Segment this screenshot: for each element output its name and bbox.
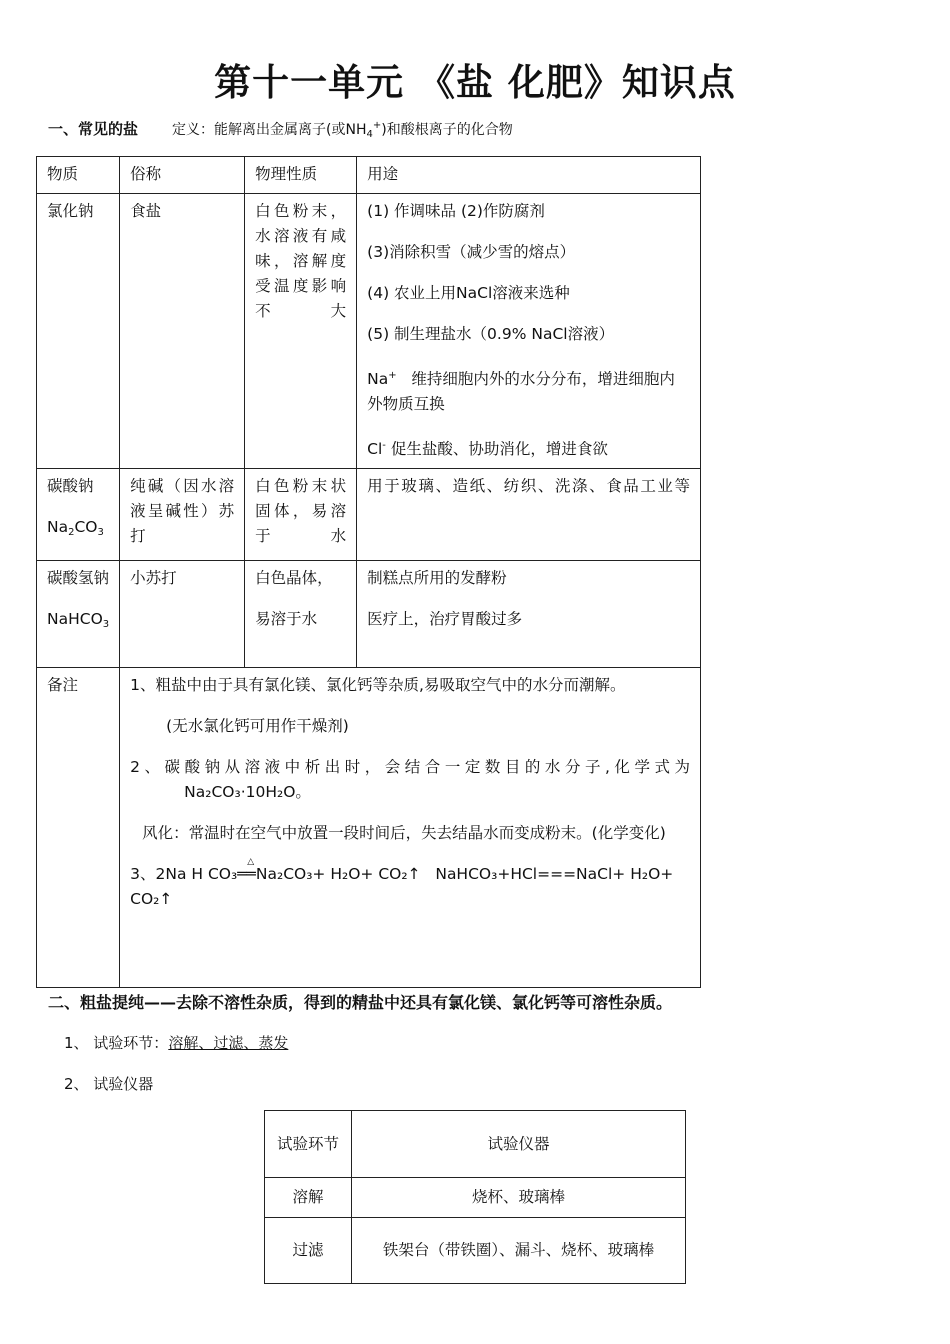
cell-nacl-physical: 白色粉末，水溶液有咸味，溶解度受温度影响不大 xyxy=(245,194,357,469)
cell-nahco3-name: 碳酸氢钠 NaHCO$_3$ xyxy=(37,561,120,668)
nacl-use-3: (4) 农业上用NaCl溶液来选种 xyxy=(367,284,570,302)
table-row-na2co3 xyxy=(37,469,701,561)
note-3-equations: 3、2Na H CO₃ △ ══Na₂CO₃+ H₂O+ CO₂↑ NaHCO₃+HCl===NaCl+ H₂O+ CO₂↑ xyxy=(130,857,674,908)
instruments-table xyxy=(264,1110,686,1284)
section-1-header xyxy=(48,118,513,140)
cell-na2co3-common: 纯碱（因水溶液呈碱性）苏打 xyxy=(120,469,245,561)
cell-na2co3-uses: 用于玻璃、造纸、纺织、洗涤、食品工业等 xyxy=(357,469,701,561)
heat-equals-sign: △ ══ xyxy=(237,857,256,883)
note-1b: (无水氯化钙可用作干燥剂) xyxy=(166,717,349,735)
cell-step: 溶解 xyxy=(265,1178,352,1218)
cell-nahco3-common: 小苏打 xyxy=(120,561,245,668)
header-instruments: 试验仪器 xyxy=(352,1111,686,1178)
cell-nahco3-physical: 白色晶体， 易溶于水 xyxy=(245,561,357,668)
table-row-notes xyxy=(37,668,701,988)
table-row xyxy=(265,1218,686,1284)
cell-na2co3-physical: 白色粉末状固体，易溶于水 xyxy=(245,469,357,561)
cell-notes-label: 备注 xyxy=(37,668,120,988)
nacl-use-1: (1) 作调味品 (2)作防腐剂 xyxy=(367,202,545,220)
note-2: 2、碳酸钠从溶液中析出时，会结合一定数目的水分子,化学式为 Na₂CO₃·10H₂O。 xyxy=(130,758,690,801)
step-1-value: 溶解、过滤、蒸发 xyxy=(168,1034,289,1052)
header-physical-properties: 物理性质 xyxy=(245,157,357,194)
cell-nahco3-uses: 制糕点所用的发酵粉 医疗上，治疗胃酸过多 xyxy=(357,561,701,668)
note-2b: 风化：常温时在空气中放置一段时间后，失去结晶水而变成粉末。(化学变化) xyxy=(142,824,666,842)
nahco3-formula: NaHCO$_3$ xyxy=(47,610,110,630)
cell-na2co3-name: 碳酸钠 $Na_2CO_3$ xyxy=(37,469,120,561)
cell-notes-content xyxy=(120,668,701,988)
cell-instruments: 烧杯、玻璃棒 xyxy=(352,1178,686,1218)
na2co3-formula: $Na_2CO_3$ xyxy=(47,518,104,538)
section-2-heading: 二、粗盐提纯——去除不溶性杂质，得到的精盐中还具有氯化镁、氯化钙等可溶性杂质。 xyxy=(48,993,673,1012)
table-row xyxy=(265,1178,686,1218)
step-1: 1、 试验环节：溶解、过滤、蒸发 xyxy=(64,1034,289,1052)
table-header-row xyxy=(265,1111,686,1178)
nacl-use-4: (5) 制生理盐水（0.9% NaCl溶液） xyxy=(367,325,615,343)
cell-nacl-uses xyxy=(357,194,701,469)
nacl-use-2: (3)消除积雪（减少雪的熔点） xyxy=(367,243,576,261)
header-step: 试验环节 xyxy=(265,1111,352,1178)
header-common-name: 俗称 xyxy=(120,157,245,194)
note-1: 1、粗盐中由于具有氯化镁、氯化钙等杂质,易吸取空气中的水分而潮解。 xyxy=(130,676,626,694)
na-ion-role: Na+ 维持细胞内外的水分分布，增进细胞内外物质互换 xyxy=(367,370,675,413)
cell-nacl-common: 食盐 xyxy=(120,194,245,469)
table-header-row xyxy=(37,157,701,194)
table-row-nacl xyxy=(37,194,701,469)
cell-nacl-name: 氯化钠 xyxy=(37,194,120,469)
header-substance: 物质 xyxy=(37,157,120,194)
common-salts-table xyxy=(36,156,701,988)
header-uses: 用途 xyxy=(357,157,701,194)
salt-definition: 定义：能解离出金属离子(或$NH_4^+$)和酸根离子的化合物 xyxy=(172,120,513,140)
cell-instruments: 铁架台（带铁圈）、漏斗、烧杯、玻璃棒 xyxy=(352,1218,686,1284)
step-2: 2、 试验仪器 xyxy=(64,1075,154,1093)
table-row-nahco3 xyxy=(37,561,701,668)
section-1-heading: 一、常见的盐 xyxy=(48,120,139,138)
cl-ion-role: Cl- 促生盐酸、协助消化，增进食欲 xyxy=(367,440,608,458)
cell-step: 过滤 xyxy=(265,1218,352,1284)
page-title: 第十一单元 《盐 化肥》知识点 xyxy=(214,61,736,104)
